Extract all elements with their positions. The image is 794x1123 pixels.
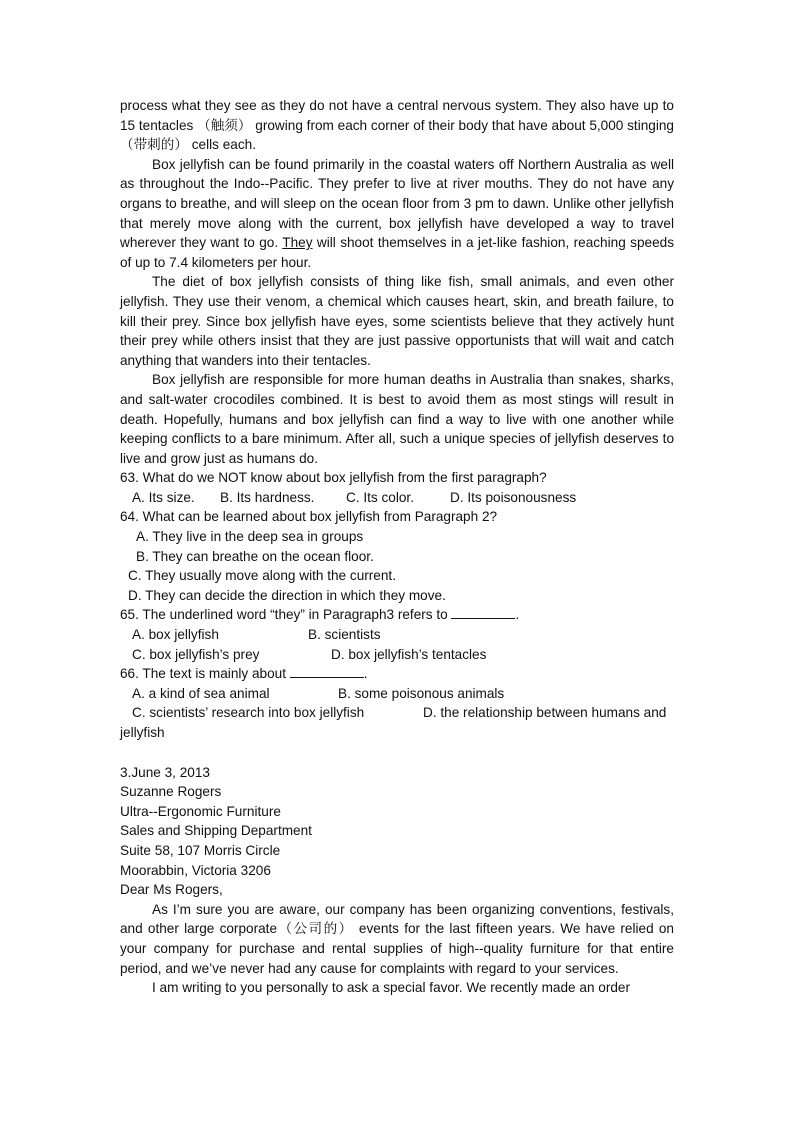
option-c: C. box jellyfish’s prey (132, 646, 260, 662)
address-line-1: Suite 58, 107 Morris Circle (120, 842, 281, 858)
address-line-2: Moorabbin, Victoria 3206 (120, 862, 271, 878)
question-64 (120, 507, 674, 527)
question-66 (120, 664, 674, 684)
paragraph-1-continued (120, 96, 674, 155)
option-c: C. Its color. (346, 489, 414, 505)
option-d-continued: jellyfish (120, 725, 165, 740)
question-stem: 65. The underlined word “they” in Paragraph3 refers to (120, 607, 452, 623)
question-63 (120, 468, 674, 488)
letter-paragraph-1 (120, 900, 674, 978)
option-a: A. Its size. (132, 489, 195, 505)
question-66-options-row1 (120, 684, 674, 704)
option-d: D. Its poisonousness (450, 489, 577, 505)
option-d: D. They can decide the direction in which they move. (128, 587, 446, 603)
option-d: D. box jellyfish’s tentacles (331, 646, 487, 662)
spacer (120, 743, 674, 763)
option-a: A. a kind of sea animal (132, 685, 270, 701)
paragraph-text: Box jellyfish can be found primarily in the coastal waters off Northern Australia as well as throughout the Indo--Pacific. They prefer to live at river mouths. They do not have any organs to breathe, and will sleep on the ocean floor from 3 pm to dawn. Unlike other jellyfish that merely move along with the current, box jellyfish have developed a way to travel wherever they want to go. (120, 156, 674, 251)
question-63-options (120, 488, 674, 508)
letter-date: 3.June 3, 2013 (120, 764, 210, 780)
option-b: B. Its hardness. (220, 489, 315, 505)
option-c: C. They usually move along with the current. (128, 568, 396, 584)
option-c: C. scientists’ research into box jellyfish (132, 705, 365, 721)
option-a: A. They live in the deep sea in groups (136, 529, 364, 545)
question-65 (120, 605, 674, 625)
question-stem-end: . (363, 666, 368, 682)
salutation: Dear Ms Rogers, (120, 882, 223, 898)
question-65-options-row1 (120, 625, 674, 645)
question-stem: 63. What do we NOT know about box jellyfish from the first paragraph? (120, 470, 547, 486)
question-stem: 64. What can be learned about box jellyfish from Paragraph 2? (120, 509, 498, 525)
paragraph-3 (120, 272, 674, 370)
paragraph-text: will shoot themselves in a jet-like fashion, reaching speeds of up to 7.4 kilometers per hour. (120, 235, 674, 270)
question-65-options-row2 (120, 645, 674, 665)
paragraph-text: Box jellyfish are responsible for more human deaths in Australia than snakes, sharks, and salt-water crocodiles combined. It is best to avoid them as most stings will result in death. Hopefully, humans and box jellyfish can find a way to live with one another while keeping conflicts to a bare minimum. After all, such a unique species of jellyfish deserves to live and grow just as humans do. (120, 372, 674, 466)
paragraph-text: process what they see as they do not have a central nervous system. They also have up to 15 tentacles （触须） growing from each corner of their body that have about 5,000 stinging（带刺的） cells each. (120, 98, 674, 153)
answer-blank (290, 665, 364, 678)
option-b: B. They can breathe on the ocean floor. (136, 548, 374, 564)
paragraph-text: The diet of box jellyfish consists of thing like fish, small animals, and even other jellyfish. They use their venom, a chemical which causes heart, skin, and breath failure, to kill their prey. Since box jellyfish have eyes, some scientists believe that they actively hunt their prey while others insist that they are just passive opportunists that will wait and catch anything that wanders into their tentacles. (120, 274, 674, 368)
recipient-department: Sales and Shipping Department (120, 823, 312, 839)
question-stem: 66. The text is mainly about (120, 666, 290, 682)
question-stem-end: . (515, 607, 520, 623)
option-a: A. box jellyfish (132, 627, 219, 643)
underlined-word: They (282, 235, 313, 251)
recipient-company: Ultra--Ergonomic Furniture (120, 803, 281, 819)
option-b: B. some poisonous animals (338, 685, 505, 701)
letter-paragraph-2 (120, 978, 674, 998)
answer-blank (451, 606, 515, 619)
option-d: D. the relationship between humans and (423, 705, 667, 721)
paragraph-text: As I’m sure you are aware, our company has been organizing conventions, festivals, and other large corporate（公司的） events for the last fifteen years. We have relied on your company for purchase and rental supplies of high--quality furniture for that entire period, and we’ve never had any cause for complaints with regard to your services. (120, 901, 674, 976)
question-66-options-row2 (120, 703, 674, 723)
recipient-name: Suzanne Rogers (120, 784, 222, 800)
paragraph-2 (120, 155, 674, 273)
paragraph-text: I am writing to you personally to ask a special favor. We recently made an order (152, 980, 631, 996)
option-b: B. scientists (308, 627, 381, 643)
paragraph-4 (120, 370, 674, 468)
